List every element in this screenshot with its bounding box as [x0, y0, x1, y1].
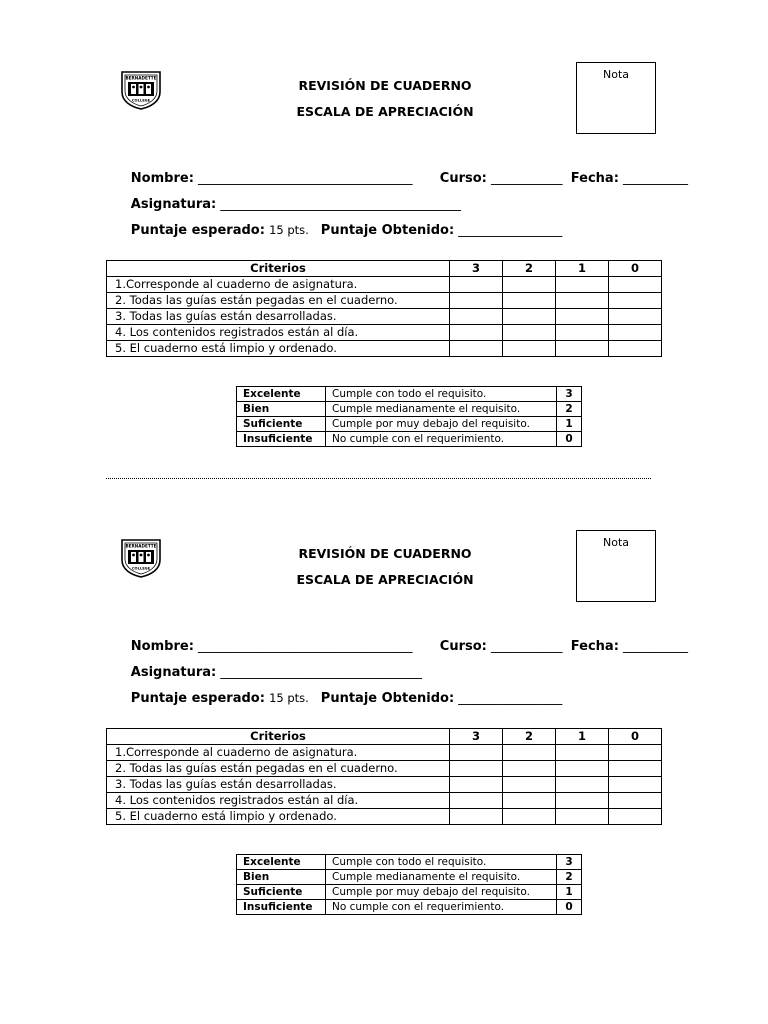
score-header: 3: [450, 729, 503, 745]
scale-description: Cumple con todo el requisito.: [326, 387, 557, 402]
score-cell[interactable]: [450, 809, 503, 825]
criteria-header: Criterios: [107, 261, 450, 277]
scale-points: 2: [557, 870, 582, 885]
criterion-row: [107, 293, 662, 309]
score-cell[interactable]: [609, 277, 662, 293]
criterion-row: [107, 745, 662, 761]
curso-label: Curso:: [439, 639, 487, 654]
nombre-field[interactable]: _________________________________: [198, 639, 413, 654]
score-cell[interactable]: [450, 293, 503, 309]
puntaje-esperado-value: 15 pts.: [269, 223, 309, 237]
score-cell[interactable]: [503, 293, 556, 309]
curso-field[interactable]: ___________: [491, 639, 563, 654]
score-header: 0: [609, 261, 662, 277]
scale-points: 2: [557, 402, 582, 417]
criterion-text: 4. Los contenidos registrados están al día.: [107, 325, 450, 341]
criteria-header-row: [107, 729, 662, 745]
score-cell[interactable]: [556, 761, 609, 777]
form-subtitle: ESCALA DE APRECIACIÓN: [296, 572, 474, 587]
score-header: 2: [503, 729, 556, 745]
scale-row: [237, 855, 582, 870]
score-cell[interactable]: [556, 745, 609, 761]
scale-level: Suficiente: [237, 417, 326, 432]
scale-row: [237, 870, 582, 885]
scale-points: 0: [557, 900, 582, 915]
curso-field[interactable]: ___________: [491, 171, 563, 186]
scale-row: [237, 885, 582, 900]
fecha-field[interactable]: __________: [623, 639, 689, 654]
score-cell[interactable]: [450, 745, 503, 761]
criterion-row: [107, 277, 662, 293]
score-cell[interactable]: [503, 793, 556, 809]
college-crest-icon: [120, 538, 162, 578]
scale-row: [237, 900, 582, 915]
fecha-line: [546, 156, 688, 201]
scale-description: Cumple con todo el requisito.: [326, 855, 557, 870]
fecha-line: [546, 624, 688, 669]
form-title: REVISIÓN DE CUADERNO: [298, 546, 472, 561]
score-header: 2: [503, 261, 556, 277]
score-header: 3: [450, 261, 503, 277]
score-cell[interactable]: [503, 309, 556, 325]
scale-row: [237, 402, 582, 417]
score-header: 1: [556, 729, 609, 745]
score-cell[interactable]: [609, 777, 662, 793]
criteria-table: [106, 260, 662, 357]
scale-description: No cumple con el requerimiento.: [326, 900, 557, 915]
puntaje-obtenido-field[interactable]: ________________: [458, 223, 563, 238]
score-cell[interactable]: [609, 325, 662, 341]
score-cell[interactable]: [450, 309, 503, 325]
scale-description: Cumple medianamente el requisito.: [326, 870, 557, 885]
fecha-label: Fecha:: [570, 639, 619, 654]
revision-form: [0, 0, 768, 470]
criterion-text: 4. Los contenidos registrados están al día.: [107, 793, 450, 809]
criterion-row: [107, 809, 662, 825]
scale-level: Suficiente: [237, 885, 326, 900]
puntaje-obtenido-line: [296, 676, 562, 721]
score-cell[interactable]: [503, 325, 556, 341]
score-cell[interactable]: [450, 277, 503, 293]
puntaje-esperado-line: [106, 676, 309, 721]
scale-level: Excelente: [237, 387, 326, 402]
criterion-text: 2. Todas las guías están pegadas en el cuaderno.: [107, 293, 450, 309]
scale-description: Cumple por muy debajo del requisito.: [326, 417, 557, 432]
score-cell[interactable]: [450, 325, 503, 341]
score-cell[interactable]: [556, 325, 609, 341]
score-cell[interactable]: [556, 809, 609, 825]
criterion-row: [107, 309, 662, 325]
score-cell[interactable]: [503, 809, 556, 825]
score-cell[interactable]: [503, 761, 556, 777]
criterion-row: [107, 341, 662, 357]
criterion-text: 5. El cuaderno está limpio y ordenado.: [107, 341, 450, 357]
crest-top-text: BERNADETTE: [125, 75, 157, 81]
criterion-text: 1.Corresponde al cuaderno de asignatura.: [107, 277, 450, 293]
score-cell[interactable]: [609, 793, 662, 809]
scale-table: [236, 386, 582, 447]
puntaje-obtenido-label: Puntaje Obtenido:: [320, 223, 455, 238]
score-cell[interactable]: [503, 341, 556, 357]
scale-points: 1: [557, 417, 582, 432]
score-cell[interactable]: [609, 761, 662, 777]
criteria-table: [106, 728, 662, 825]
scale-level: Insuficiente: [237, 432, 326, 447]
asignatura-field[interactable]: _____________________________________: [220, 197, 461, 212]
score-cell[interactable]: [503, 745, 556, 761]
score-cell[interactable]: [503, 777, 556, 793]
score-cell[interactable]: [503, 277, 556, 293]
nota-box[interactable]: [576, 530, 656, 602]
curso-line: [415, 624, 563, 669]
asignatura-label: Asignatura:: [130, 665, 217, 680]
scale-level: Bien: [237, 402, 326, 417]
score-cell[interactable]: [450, 777, 503, 793]
scale-description: Cumple por muy debajo del requisito.: [326, 885, 557, 900]
puntaje-esperado-line: [106, 208, 309, 253]
form-title: REVISIÓN DE CUADERNO: [298, 78, 472, 93]
score-cell[interactable]: [609, 341, 662, 357]
criterion-text: 2. Todas las guías están pegadas en el cuaderno.: [107, 761, 450, 777]
scale-level: Insuficiente: [237, 900, 326, 915]
scale-description: Cumple medianamente el requisito.: [326, 402, 557, 417]
revision-form: [0, 468, 768, 938]
criterion-row: [107, 325, 662, 341]
college-crest-icon: [120, 70, 162, 110]
scale-points: 0: [557, 432, 582, 447]
nota-label: Nota: [602, 536, 629, 549]
score-cell[interactable]: [556, 793, 609, 809]
score-cell[interactable]: [609, 309, 662, 325]
crest-bottom-text: COLLEGE: [131, 98, 151, 103]
criteria-header: Criterios: [107, 729, 450, 745]
criterion-text: 3. Todas las guías están desarrolladas.: [107, 777, 450, 793]
scale-points: 1: [557, 885, 582, 900]
scale-table: [236, 854, 582, 915]
puntaje-esperado-value: 15 pts.: [269, 691, 309, 705]
scale-description: No cumple con el requerimiento.: [326, 432, 557, 447]
scale-points: 3: [557, 387, 582, 402]
score-cell[interactable]: [450, 793, 503, 809]
scale-row: [237, 387, 582, 402]
score-cell[interactable]: [556, 341, 609, 357]
scale-row: [237, 432, 582, 447]
puntaje-obtenido-field[interactable]: ________________: [458, 691, 563, 706]
criterion-text: 3. Todas las guías están desarrolladas.: [107, 309, 450, 325]
fecha-field[interactable]: __________: [623, 171, 689, 186]
score-cell[interactable]: [556, 309, 609, 325]
criterion-row: [107, 761, 662, 777]
nombre-label: Nombre:: [130, 639, 194, 654]
score-cell[interactable]: [609, 745, 662, 761]
nota-label: Nota: [602, 68, 629, 81]
fecha-label: Fecha:: [570, 171, 619, 186]
criterion-text: 1.Corresponde al cuaderno de asignatura.: [107, 745, 450, 761]
score-header: 0: [609, 729, 662, 745]
nota-box[interactable]: [576, 62, 656, 134]
crest-top-text: BERNADETTE: [125, 543, 157, 549]
puntaje-obtenido-line: [296, 208, 562, 253]
score-cell[interactable]: [556, 777, 609, 793]
score-cell[interactable]: [556, 277, 609, 293]
nombre-label: Nombre:: [130, 171, 194, 186]
score-cell[interactable]: [450, 761, 503, 777]
scale-row: [237, 417, 582, 432]
curso-label: Curso:: [439, 171, 487, 186]
puntaje-esperado-label: Puntaje esperado:: [130, 223, 265, 238]
puntaje-esperado-label: Puntaje esperado:: [130, 691, 265, 706]
form-subtitle: ESCALA DE APRECIACIÓN: [296, 104, 474, 119]
scale-points: 3: [557, 855, 582, 870]
criterion-row: [107, 777, 662, 793]
score-cell[interactable]: [450, 341, 503, 357]
scale-level: Excelente: [237, 855, 326, 870]
criteria-header-row: [107, 261, 662, 277]
criterion-row: [107, 793, 662, 809]
scale-level: Bien: [237, 870, 326, 885]
criterion-text: 5. El cuaderno está limpio y ordenado.: [107, 809, 450, 825]
score-cell[interactable]: [609, 809, 662, 825]
score-cell[interactable]: [556, 293, 609, 309]
asignatura-field[interactable]: _______________________________: [220, 665, 422, 680]
crest-bottom-text: COLLEGE: [131, 566, 151, 571]
asignatura-label: Asignatura:: [130, 197, 217, 212]
score-cell[interactable]: [609, 293, 662, 309]
puntaje-obtenido-label: Puntaje Obtenido:: [320, 691, 455, 706]
score-header: 1: [556, 261, 609, 277]
nombre-field[interactable]: _________________________________: [198, 171, 413, 186]
